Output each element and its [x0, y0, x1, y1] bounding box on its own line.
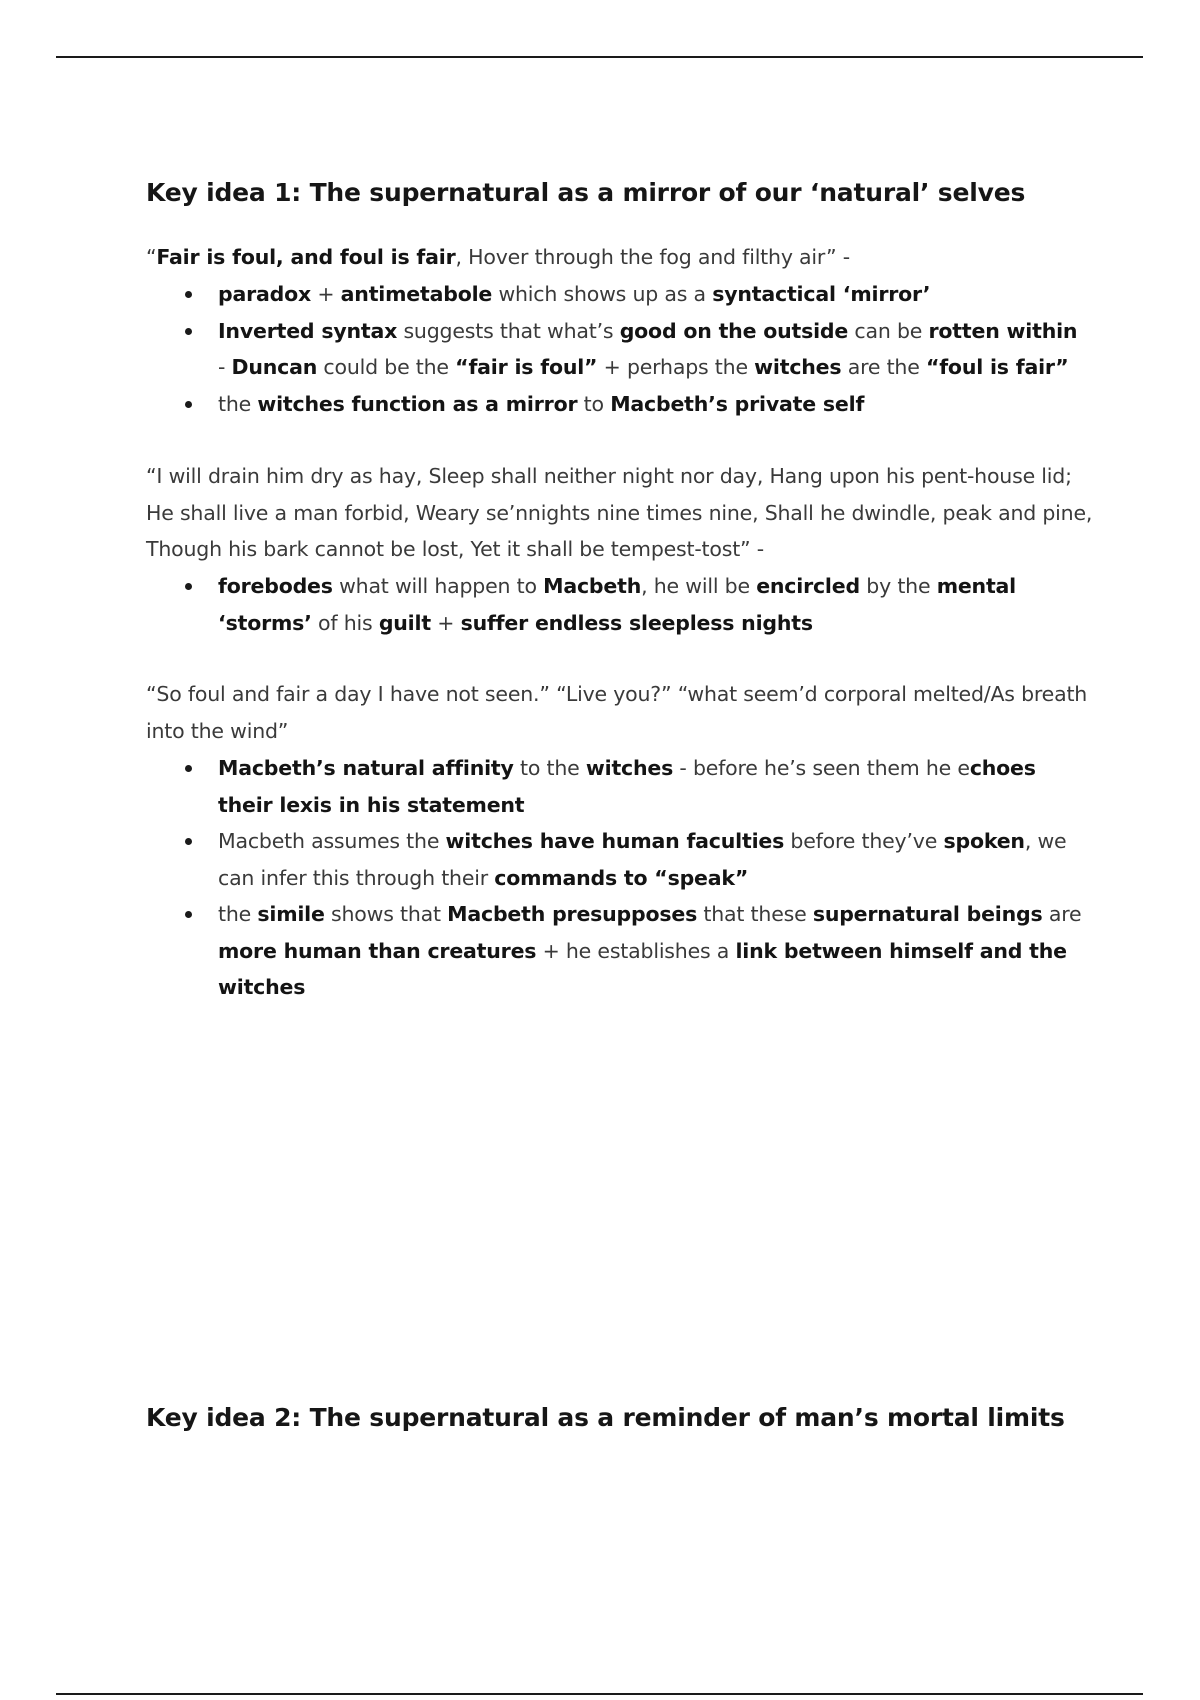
key-idea-2-heading: Key idea 2: The supernatural as a reminder of man’s mortal limits	[146, 1403, 1065, 1432]
bullet-item: Macbeth assumes the witches have human faculties before they’ve spoken, we can infer this through their commands to “speak”	[146, 823, 1086, 896]
quote-3: “So foul and fair a day I have not seen.” “Live you?” “what seem’d corporal melted/As breath into the wind”	[146, 682, 1088, 743]
bold-run: witches function as a mirror	[257, 391, 578, 416]
quote-2: “I will drain him dry as hay, Sleep shall neither night nor day, Hang upon his pent-house lid; He shall live a man forbid, Weary se’nnights nine times nine, Shall he dwindle, peak and pine, Though his bark cannot be lost, Yet it shall be tempest-tost” -	[146, 464, 1093, 561]
quote-2-bullets	[146, 568, 1086, 641]
bold-run: choes their lexis in his statement	[218, 756, 1036, 817]
bold-run: commands to “speak”	[494, 865, 749, 890]
bold-run: witches have human faculties	[445, 829, 785, 853]
bold-run: witches	[754, 355, 842, 379]
bold-run: link between himself and the witches	[218, 938, 1067, 999]
bold-run: “fair is foul”	[455, 355, 598, 379]
bullet-item: Macbeth’s natural affinity to the witches - before he’s seen them he echoes their lexis in his statement	[146, 750, 1086, 823]
bold-run: more human than creatures	[218, 938, 537, 963]
bullet-item: forebodes what will happen to Macbeth, he will be encircled by the mental ‘storms’ of his guilt + suffer endless sleepless nights	[146, 568, 1086, 641]
bold-run: Macbeth’s natural affinity	[218, 756, 514, 780]
bold-run: syntactical ‘mirror’	[712, 282, 931, 306]
bold-run: suffer endless sleepless nights	[460, 610, 813, 635]
bold-run: antimetabole	[340, 282, 493, 306]
top-rule	[56, 56, 1143, 58]
bold-run: Macbeth	[543, 574, 642, 598]
bold-run: “foul is fair”	[925, 355, 1069, 379]
bold-run: guilt	[378, 610, 431, 635]
bullet-item: the witches function as a mirror to Macbeth’s private self	[146, 386, 1086, 423]
bold-run: mental ‘storms’	[218, 574, 1017, 635]
bullet-item: paradox + antimetabole which shows up as a syntactical ‘mirror’	[146, 276, 1086, 313]
quote-1-bullets	[146, 276, 1086, 422]
bold-run: simile	[257, 902, 325, 926]
bottom-rule	[56, 1693, 1143, 1695]
bold-run: Duncan	[231, 355, 318, 379]
bold-run: Fair is foul, and foul is fair	[156, 245, 456, 269]
quote-3-bullets	[146, 750, 1086, 1006]
bold-run: Inverted syntax	[218, 318, 398, 343]
bullet-item: Inverted syntax suggests that what’s good on the outside can be rotten within - Duncan could be the “fair is foul” + perhaps the witches are the “foul is fair”	[146, 313, 1086, 386]
bold-run: rotten within	[928, 318, 1078, 343]
bold-run: encircled	[756, 574, 860, 598]
bullet-item: the simile shows that Macbeth presupposes that these supernatural beings are more human than creatures + he establishes a link between himself and the witches	[146, 896, 1086, 1006]
bold-run: supernatural beings	[812, 902, 1043, 926]
bold-run: good on the outside	[619, 318, 849, 343]
quote-1: “Fair is foul, and foul is fair, Hover through the fog and filthy air” -	[146, 245, 850, 269]
bold-run: forebodes	[218, 574, 333, 598]
bold-run: Macbeth’s private self	[610, 391, 865, 416]
bold-run: spoken	[943, 829, 1025, 853]
key-idea-1-heading: Key idea 1: The supernatural as a mirror of our ‘natural’ selves	[146, 178, 1026, 207]
bold-run: witches	[585, 756, 674, 780]
bold-run: Macbeth presupposes	[447, 902, 698, 926]
bold-run: paradox	[218, 282, 312, 306]
